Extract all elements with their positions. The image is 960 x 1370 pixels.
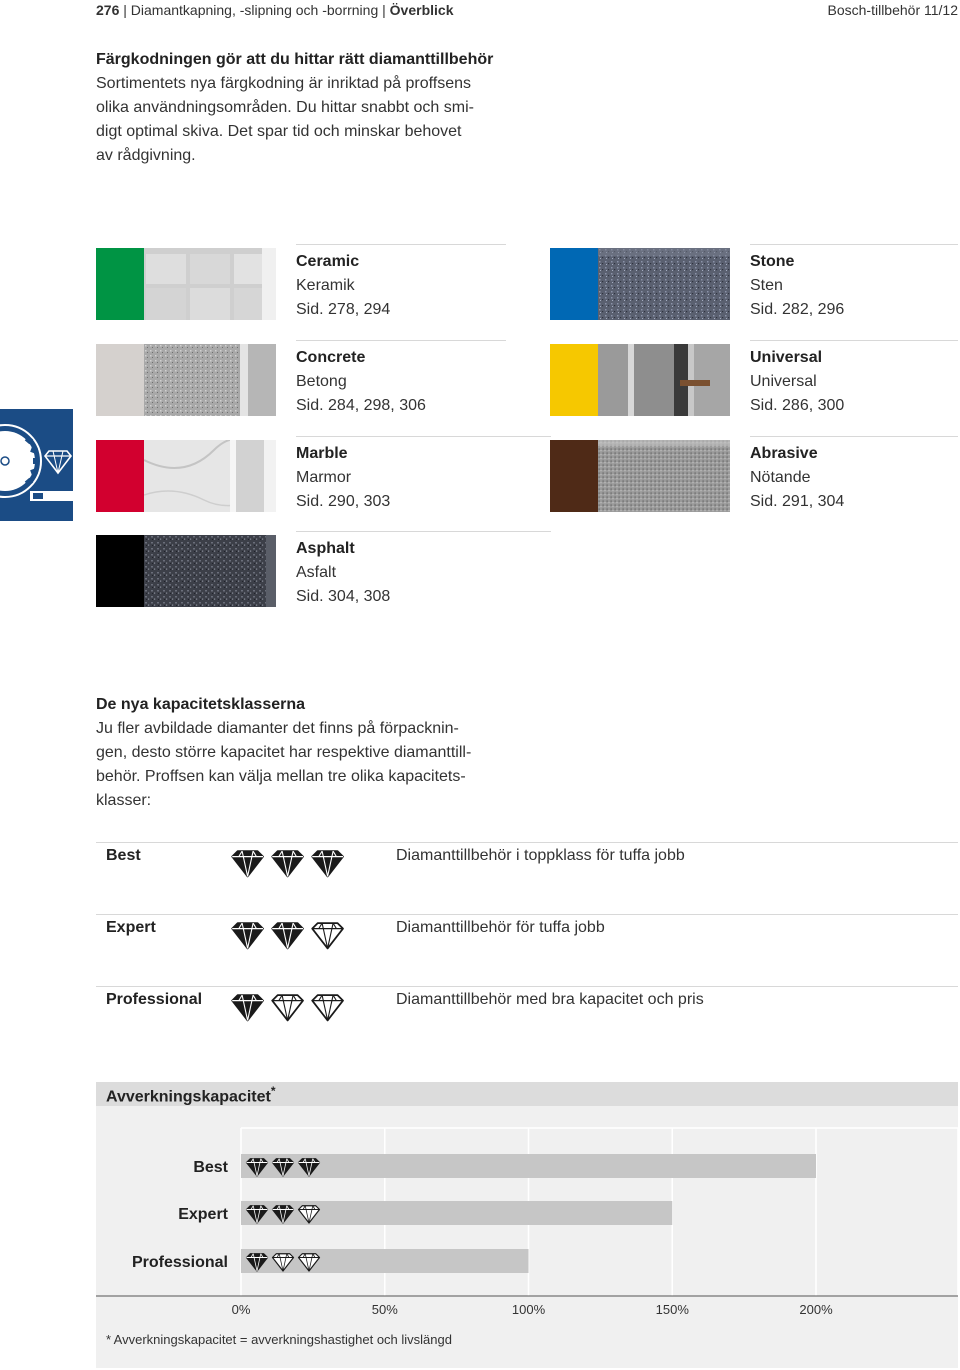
- section-title: | Diamantkapning, -slipning och -borrning |: [123, 2, 386, 18]
- category-concrete: [96, 340, 506, 436]
- category-text: [750, 442, 844, 514]
- category-text: [296, 250, 390, 322]
- diamond-rating-icons: [230, 992, 350, 1022]
- x-tick-label: 200%: [799, 1302, 833, 1317]
- bar-label: Expert: [178, 1206, 228, 1223]
- color-swatch: [96, 248, 144, 320]
- row-divider: [96, 842, 958, 843]
- class-row-professional: [96, 986, 958, 1058]
- page-header: [96, 2, 958, 20]
- intro-line: Sortimentets nya färgkodning är inriktad på proffsens: [96, 75, 472, 92]
- intro-line: av rådgivning.: [96, 147, 196, 164]
- x-tick-label: 50%: [371, 1302, 398, 1317]
- catalog-title: Bosch-tillbehör 11/12: [827, 2, 958, 18]
- x-tick-label: 0%: [231, 1302, 251, 1317]
- diamond-filled-icon: [272, 923, 303, 948]
- bar: [241, 1154, 816, 1178]
- diamond-rating-icons: [230, 920, 350, 950]
- category-name-sv: Sten: [750, 277, 783, 294]
- category-name-en: Asphalt: [296, 540, 355, 557]
- category-text: [296, 537, 390, 609]
- color-swatch: [550, 440, 598, 512]
- class-description: Diamanttillbehör i toppklass för tuffa jobb: [396, 847, 685, 864]
- header-left: [96, 2, 454, 18]
- diamond-outline-icon: [312, 995, 343, 1020]
- category-ceramic: [96, 244, 506, 340]
- row-divider: [296, 340, 506, 341]
- category-asphalt: [96, 531, 551, 627]
- row-divider: [750, 244, 958, 245]
- row-divider: [750, 436, 958, 437]
- class-row-best: [96, 842, 958, 914]
- capacity-title: De nya kapacitetsklasserna: [96, 696, 306, 713]
- diamond-outline-icon: [312, 923, 343, 948]
- category-text: [296, 442, 390, 514]
- category-name-sv: Betong: [296, 373, 347, 390]
- row-divider: [750, 340, 958, 341]
- category-name-en: Marble: [296, 445, 348, 462]
- category-name-en: Concrete: [296, 349, 366, 366]
- diamond-filled-icon: [232, 995, 263, 1020]
- category-pages: Sid. 291, 304: [750, 493, 845, 510]
- category-marble: [96, 436, 551, 532]
- color-swatch: [96, 344, 144, 416]
- capacity-line: behör. Proffsen kan välja mellan tre olika kapacitets-: [96, 768, 466, 785]
- marble-photo: [144, 440, 276, 512]
- category-pages: Sid. 282, 296: [750, 301, 845, 318]
- row-divider: [96, 914, 958, 915]
- capacity-chart: [96, 1082, 958, 1368]
- capacity-line: gen, desto större kapacitet har respektive diamanttill-: [96, 744, 472, 761]
- class-description: Diamanttillbehör för tuffa jobb: [396, 919, 605, 936]
- category-text: [750, 346, 844, 418]
- intro-line: olika användningsområden. Du hittar snabbt och smi-: [96, 99, 474, 116]
- row-divider: [296, 531, 551, 532]
- category-name-en: Abrasive: [750, 445, 818, 462]
- intro-title: Färgkodningen gör att du hittar rätt diamanttillbehör: [96, 51, 494, 68]
- diamond-filled-icon: [312, 851, 343, 876]
- category-pages: Sid. 284, 298, 306: [296, 397, 426, 414]
- intro-block: [96, 48, 516, 168]
- capacity-intro: [96, 693, 516, 813]
- class-name: Expert: [106, 919, 156, 936]
- row-divider: [96, 986, 958, 987]
- asphalt-photo: [144, 535, 276, 607]
- section-title-bold: Överblick: [389, 2, 454, 18]
- bar-label: Professional: [131, 1254, 228, 1271]
- category-name-sv: Asfalt: [296, 564, 337, 581]
- category-name-sv: Universal: [750, 373, 817, 390]
- row-divider: [296, 244, 506, 245]
- row-divider: [296, 436, 551, 437]
- category-text: [296, 346, 426, 418]
- class-name: Best: [106, 847, 141, 864]
- chart-title-marker: *: [270, 1084, 276, 1098]
- category-name-en: Stone: [750, 253, 795, 270]
- class-name: Professional: [106, 991, 203, 1008]
- category-abrasive: [550, 436, 958, 532]
- chart-title-text: Avverkningskapacitet: [106, 1088, 271, 1106]
- diamond-filled-icon: [232, 851, 263, 876]
- x-tick-label: 150%: [655, 1302, 689, 1317]
- intro-line: digt optimal skiva. Det spar tid och minskar behovet: [96, 123, 462, 140]
- category-text: [750, 250, 844, 322]
- chart-title: [106, 1084, 275, 1106]
- category-name-en: Ceramic: [296, 253, 360, 270]
- diamond-rating-icons: [230, 848, 350, 878]
- diamond-outline-icon: [272, 995, 303, 1020]
- chart-footnote: * Avverkningskapacitet = avverkningshastighet och livslängd: [106, 1332, 452, 1347]
- category-name-sv: Keramik: [296, 277, 355, 294]
- class-description: Diamanttillbehör med bra kapacitet och pris: [396, 991, 704, 1008]
- category-name-sv: Marmor: [296, 469, 352, 486]
- category-pages: Sid. 304, 308: [296, 588, 391, 605]
- diamond-filled-icon: [272, 851, 303, 876]
- category-pages: Sid. 290, 303: [296, 493, 391, 510]
- bar-label: Best: [193, 1159, 228, 1176]
- color-swatch: [550, 344, 598, 416]
- tile-photo: [144, 248, 276, 320]
- color-swatch: [96, 440, 144, 512]
- chapter-tab: [0, 409, 73, 521]
- concrete-photo: [144, 344, 276, 416]
- category-universal: [550, 340, 958, 436]
- diamond-blade-icon: [0, 409, 73, 521]
- universal-photo: [598, 344, 730, 416]
- x-tick-label: 100%: [511, 1302, 546, 1317]
- category-stone: [550, 244, 958, 340]
- capacity-line: klasser:: [96, 792, 152, 809]
- capacity-line: Ju fler avbildade diamanter det finns på förpacknin-: [96, 720, 459, 737]
- color-swatch: [550, 248, 598, 320]
- abrasive-photo: [598, 440, 730, 512]
- category-pages: Sid. 286, 300: [750, 397, 845, 414]
- diamond-filled-icon: [232, 923, 263, 948]
- granite-photo: [598, 248, 730, 320]
- page-number: 276: [96, 2, 120, 18]
- category-name-en: Universal: [750, 349, 823, 366]
- category-pages: Sid. 278, 294: [296, 301, 391, 318]
- bar-chart: [96, 1106, 958, 1346]
- class-row-expert: [96, 914, 958, 986]
- category-name-sv: Nötande: [750, 469, 811, 486]
- color-swatch: [96, 535, 144, 607]
